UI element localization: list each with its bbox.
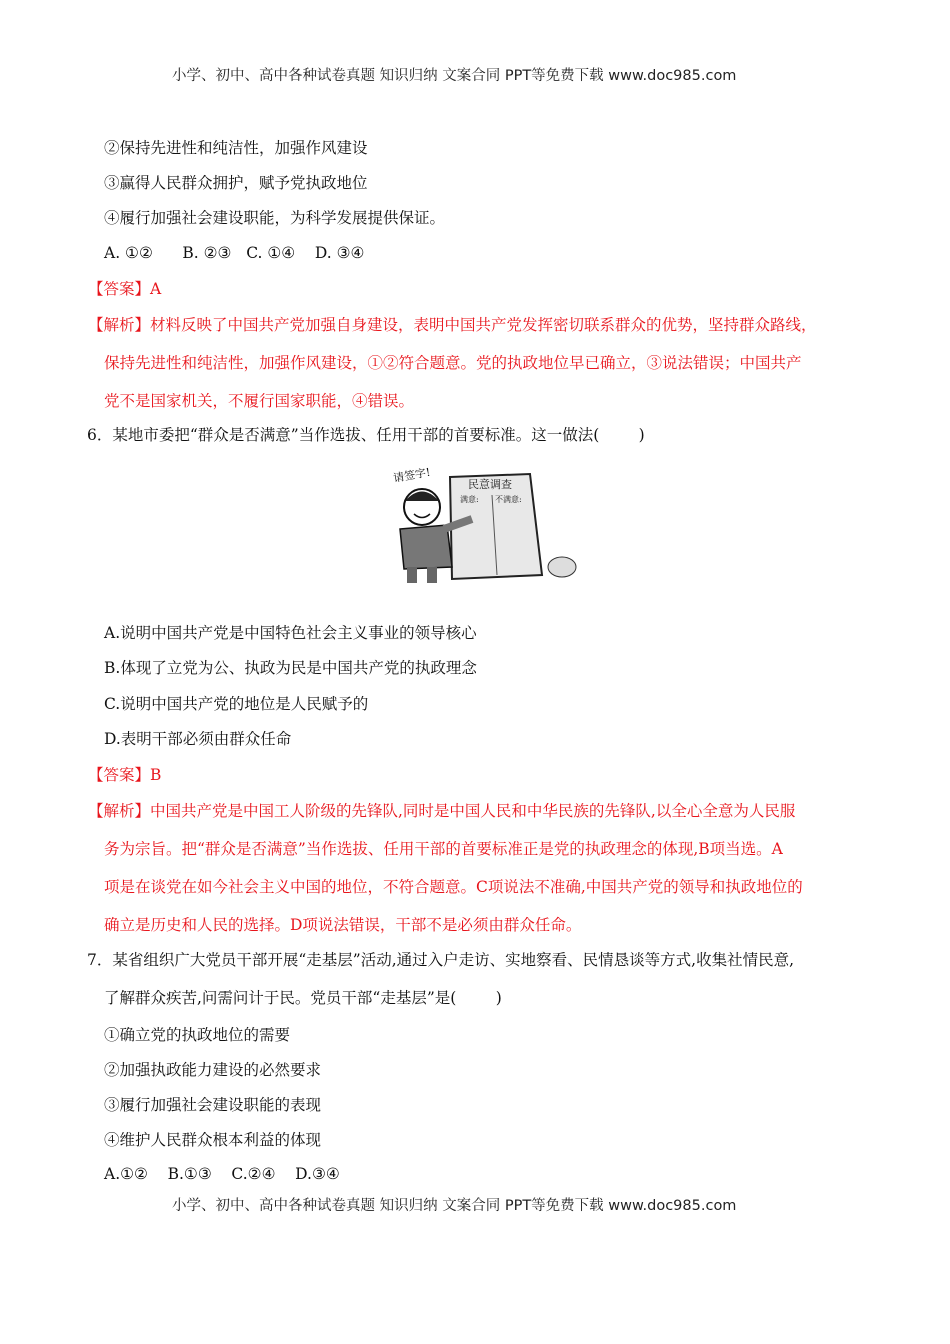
man-body [400, 525, 452, 569]
q7-item: ①确立党的执政地位的需要 [104, 1026, 291, 1044]
q5-item: ④履行加强社会建设职能，为科学发展提供保证。 [104, 209, 446, 227]
survey-cartoon-image [372, 457, 587, 589]
q6-option: A.说明中国共产党是中国特色社会主义事业的领导核心 [104, 624, 477, 642]
q7-options: A.①② B.①③ C.②④ D.③④ [104, 1165, 340, 1183]
board-col-unsatisfied: 不满意: [495, 495, 522, 504]
q5-answer: 【答案】A [88, 280, 162, 298]
q5-options: A. ①② B. ②③ C. ①④ D. ③④ [104, 244, 365, 262]
q5-analysis-line: 保持先进性和纯洁性，加强作风建设，①②符合题意。党的执政地位早已确立，③说法错误；中国共产 [104, 354, 802, 372]
q6-answer: 【答案】B [88, 766, 162, 784]
q6-option: B.体现了立党为公、执政为民是中国共产党的执政理念 [104, 659, 477, 677]
q6-option: D.表明干部必须由群众任命 [104, 730, 292, 748]
board-col-satisfied: 满意: [460, 495, 479, 504]
q6-option: C.说明中国共产党的地位是人民赋予的 [104, 695, 369, 713]
q6-analysis-line: 务为宗旨。把“群众是否满意”当作选拔、任用干部的首要标准正是党的执政理念的体现,B项当选。A [104, 840, 783, 858]
q5-item: ②保持先进性和纯洁性，加强作风建设 [104, 139, 368, 157]
q6-stem: 6．某地市委把“群众是否满意”当作选拔、任用干部的首要标准。这一做法( ) [87, 426, 645, 444]
q5-analysis-line: 【解析】材料反映了中国共产党加强自身建设，表明中国共产党发挥密切联系群众的优势，坚持群众路线， [88, 316, 817, 334]
q5-item: ③赢得人民群众拥护，赋予党执政地位 [104, 174, 368, 192]
board-title: 民意调查 [468, 478, 512, 491]
q6-analysis-line: 【解析】中国共产党是中国工人阶级的先锋队,同时是中国人民和中华民族的先锋队,以全心全意为人民服 [88, 802, 796, 820]
page-header: 小学、初中、高中各种试卷真题 知识归纳 文案合同 PPT等免费下载 www.doc985.com [172, 68, 737, 84]
q5-analysis-line: 党不是国家机关，不履行国家职能，④错误。 [104, 392, 415, 410]
q7-item: ③履行加强社会建设职能的表现 [104, 1096, 322, 1114]
page-footer: 小学、初中、高中各种试卷真题 知识归纳 文案合同 PPT等免费下载 www.doc985.com [172, 1198, 737, 1214]
q6-analysis-line: 确立是历史和人民的选择。D项说法错误，干部不是必须由群众任命。 [104, 916, 582, 934]
q7-stem: 了解群众疾苦,问需问计于民。党员干部“走基层”是( ) [104, 989, 502, 1007]
q6-analysis-line: 项是在谈党在如今社会主义中国的地位，不符合题意。C项说法不准确,中国共产党的领导和执政地位的 [104, 878, 803, 896]
cat [548, 557, 576, 577]
q7-stem: 7．某省组织广大党员干部开展“走基层”活动,通过入户走访、实地察看、民情恳谈等方式,收集社情民意, [87, 951, 794, 969]
q7-item: ④维护人民群众根本利益的体现 [104, 1131, 322, 1149]
q7-item: ②加强执政能力建设的必然要求 [104, 1061, 322, 1079]
shout-text: 请签字! [392, 465, 432, 485]
